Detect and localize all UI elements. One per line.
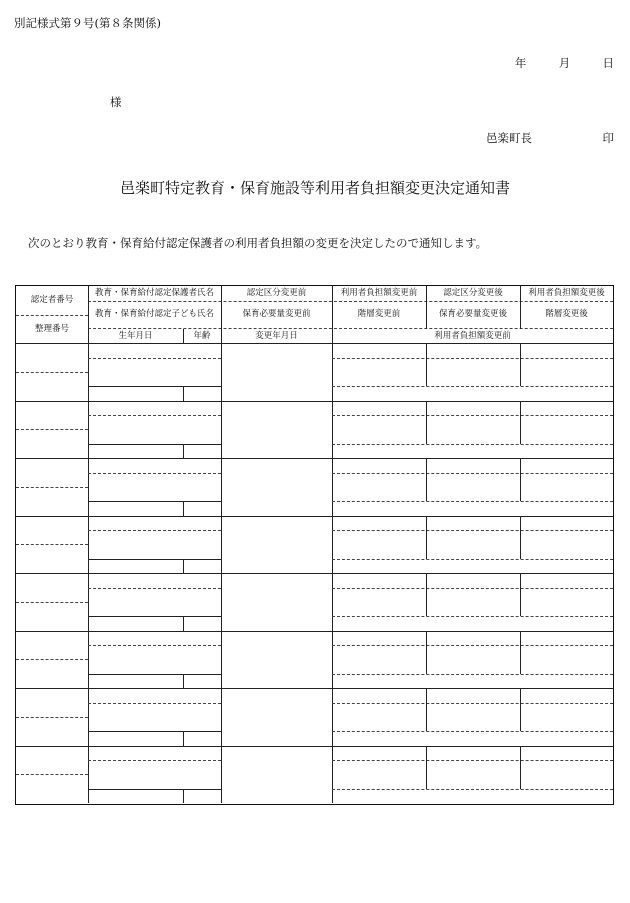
header-guardian-name: 教育・保育給付認定保護者氏名 [94,288,214,299]
header-cert-class-after: 認定区分変更後 [443,288,503,299]
header-tier-before: 階層変更前 [357,309,401,320]
header-fee-before-amount: 利用者負担額変更前 [434,330,511,341]
date-month-label: 月 [558,56,571,70]
change-notice-table [15,285,614,805]
date-line [515,55,614,71]
date-day-label: 日 [602,56,614,70]
column-rule [88,286,89,803]
header-age: 年齢 [193,330,211,341]
header-child-name: 教育・保育給付認定子ども氏名 [94,309,214,320]
header-fee-before: 利用者負担額変更前 [340,288,418,299]
header-cert-class-before: 認定区分変更前 [246,288,307,299]
header-change-date: 変更年月日 [255,330,298,341]
column-rule [221,286,222,803]
header-tier-after: 階層変更後 [545,309,588,320]
column-rule [332,286,333,803]
column-rule [520,286,521,329]
header-birth-date: 生年月日 [118,330,153,341]
header-care-amount-before: 保育必要量変更前 [242,309,311,320]
date-year-label: 年 [514,56,527,70]
header-fee-after: 利用者負担額変更後 [528,288,605,299]
addressee-suffix: 様 [110,95,122,109]
column-rule [426,286,427,329]
header-divider [16,315,88,316]
header-bottom-rule [16,343,613,344]
header-divider [88,328,613,329]
header-divider [88,301,613,302]
header-care-amount-after: 保育必要量変更後 [438,309,507,320]
intro-text: 次のとおり教育・保育給付認定保護者の利用者負担額の変更を決定したので通知します。 [28,236,488,250]
form-reference: 別記様式第９号(第８条関係) [14,16,161,30]
header-age-divider [183,329,184,343]
issuer-name: 邑楽町長 [486,131,532,145]
seal-mark: 印 [602,131,614,145]
document-title: 邑楽町特定教育・保育施設等利用者負担額変更決定通知書 [119,179,510,197]
header-cert-number: 認定者番号 [30,295,74,306]
header-reference-number: 整理番号 [34,323,69,334]
